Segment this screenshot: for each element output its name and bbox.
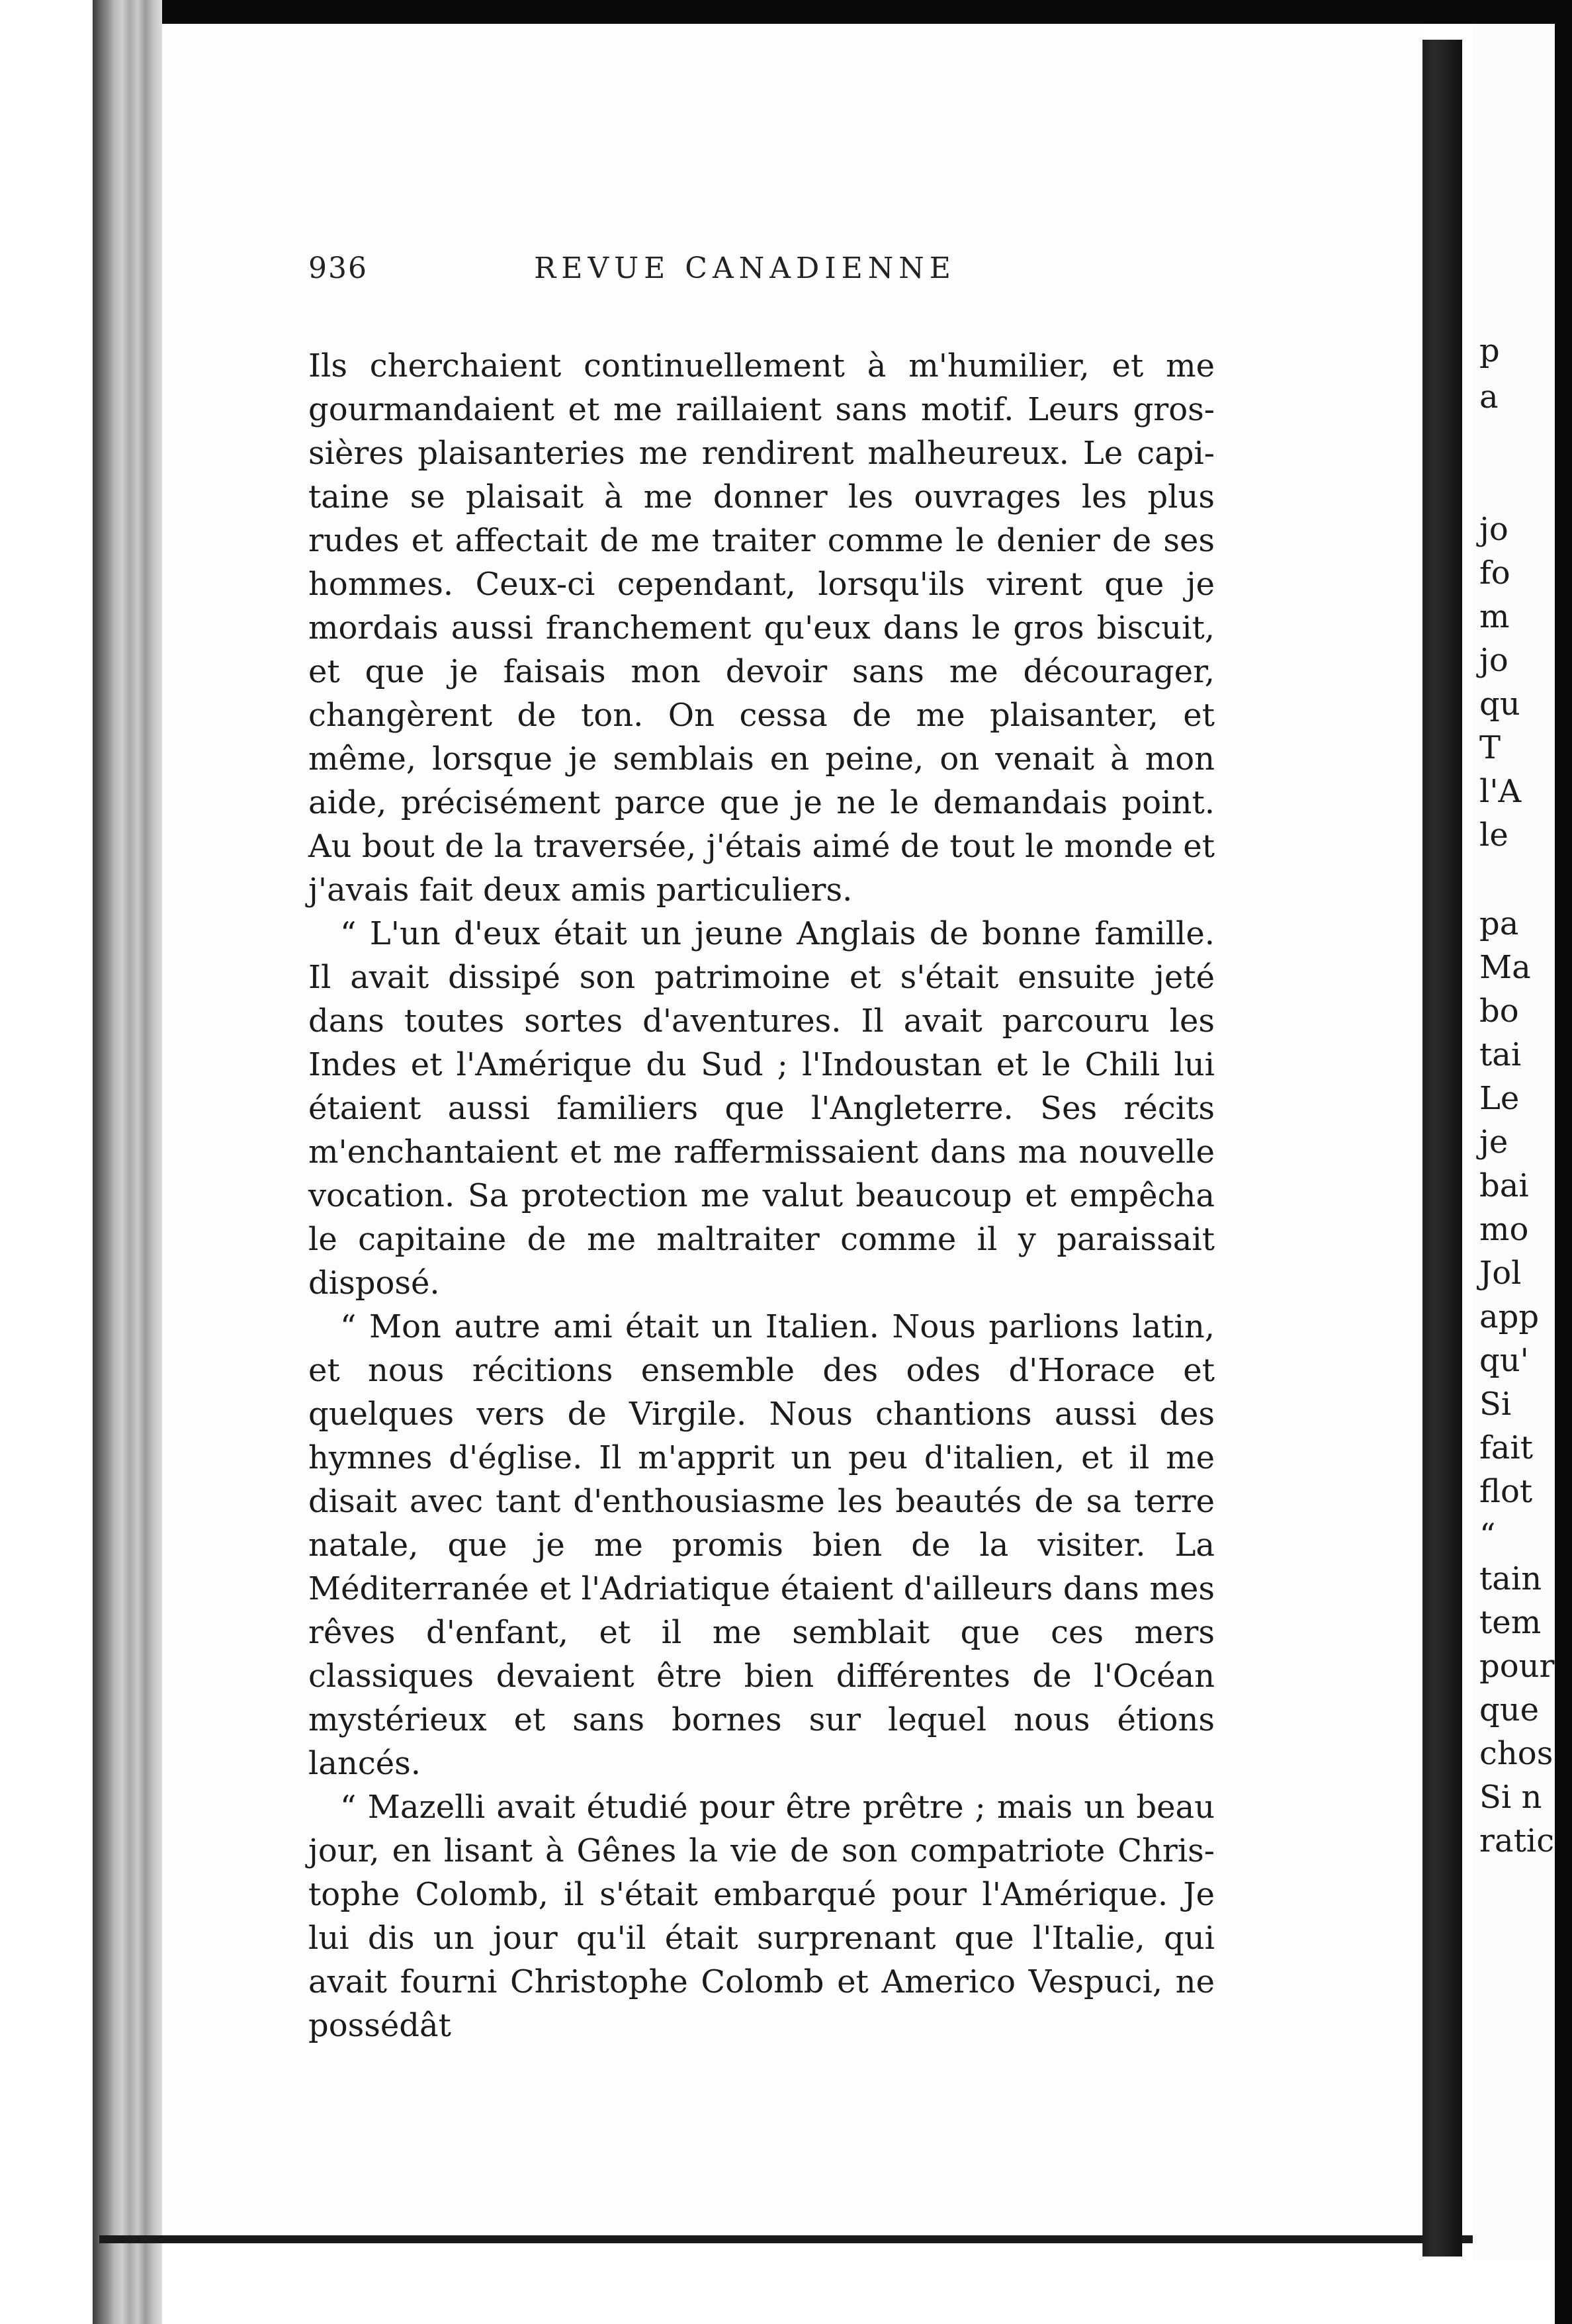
adjacent-page-fragment: pa bbox=[1479, 905, 1519, 942]
adjacent-page-fragment: qu bbox=[1479, 686, 1520, 723]
adjacent-page-fragment: fo bbox=[1479, 555, 1510, 592]
adjacent-page-fragment: “ bbox=[1479, 1517, 1496, 1554]
paragraph: Ils cherchaient continuellement à m'humilier, et me gourmandaient et me raillaient sans motif. Leurs grossières plaisanteries me rendirent malheureux. Le capitaine se plaisait à me donner les ouvrages les plus rudes et affectait de me traiter comme le denier de ses hommes. Ceux-ci cependant, lorsqu'ils virent que je mordais aussi franchement qu'eux dans le gros biscuit, et que je faisais mon devoir sans me décourager, changèrent de ton. On cessa de me plaisanter, et même, lorsque je semblais en peine, on venait à mon aide, précisément parce que je ne le demandais point. Au bout de la traversée, j'étais aimé de tout le monde et j'avais fait deux amis particuliers. bbox=[308, 347, 1215, 909]
adjacent-page-fragment: ratic bbox=[1479, 1822, 1555, 1859]
adjacent-page-fragment: jo bbox=[1479, 511, 1508, 548]
adjacent-page-fragment: T bbox=[1479, 729, 1501, 766]
running-title: REVUE CANADIENNE bbox=[534, 251, 956, 285]
paragraph: “ L'un d'eux était un jeune Anglais de bonne famille. Il avait dissipé son patrimoine et s'était ensuite jeté dans toutes sortes d'aventures. Il avait parcouru les Indes et l'Amérique du Sud ; l'Indoustan et le Chili lui étaient aussi familiers que l'Angleterre. Ses récits m'enchantaient et me raffermissaient dans ma nouvelle vocation. Sa protection me valut beaucoup et empêcha le capitaine de me maltraiter comme il y paraissait disposé. bbox=[308, 915, 1215, 1302]
adjacent-page-fragment: qu' bbox=[1479, 1342, 1529, 1379]
book-left-edge bbox=[93, 0, 162, 2324]
adjacent-page-fragment: le bbox=[1479, 817, 1508, 854]
adjacent-page-fragment: fait bbox=[1479, 1429, 1534, 1466]
page-number: 936 bbox=[308, 251, 368, 285]
scan-frame-top bbox=[99, 0, 1572, 24]
adjacent-page-fragment: je bbox=[1479, 1124, 1508, 1161]
page-header bbox=[308, 251, 1182, 291]
adjacent-page-fragment: pour bbox=[1479, 1648, 1555, 1685]
adjacent-page-fragment: tem bbox=[1479, 1604, 1542, 1641]
adjacent-page-fragment: jo bbox=[1479, 642, 1508, 679]
adjacent-page-fragment: m bbox=[1479, 598, 1510, 635]
scan-frame-bottom bbox=[99, 2235, 1475, 2243]
adjacent-page-fragment: mo bbox=[1479, 1211, 1529, 1248]
adjacent-page-fragment: bo bbox=[1479, 993, 1519, 1030]
adjacent-page-fragment: bai bbox=[1479, 1167, 1529, 1204]
paragraph: “ Mon autre ami était un Italien. Nous parlions latin, et nous récitions ensemble des odes d'Horace et quelques vers de Virgile. Nous chantions aussi des hymnes d'église. Il m'apprit un peu d'italien, et il me disait avec tant d'enthousiasme les beautés de sa terre natale, que je me promis bien de la visiter. La Méditerranée et l'Adriatique étaient d'ailleurs dans mes rêves d'enfant, et il me semblait que ces mers classiques devaient être bien différentes de l'Océan mystérieux et sans bornes sur lequel nous étions lancés. bbox=[308, 1308, 1215, 1782]
adjacent-page-fragment: flot bbox=[1479, 1473, 1533, 1510]
adjacent-page-fragment: que bbox=[1479, 1691, 1540, 1728]
adjacent-page-fragment: Le bbox=[1479, 1080, 1520, 1117]
adjacent-page-fragment: a bbox=[1479, 379, 1499, 416]
adjacent-page-fragment: l'A bbox=[1479, 773, 1522, 810]
scan-frame-right bbox=[1555, 0, 1572, 2324]
adjacent-page-fragment: app bbox=[1479, 1298, 1540, 1335]
adjacent-page-fragment: Ma bbox=[1479, 949, 1531, 986]
adjacent-page-fragment: chos bbox=[1479, 1735, 1553, 1772]
adjacent-page-strip bbox=[1473, 24, 1555, 2260]
adjacent-page-fragment: tain bbox=[1479, 1560, 1542, 1597]
book-spine bbox=[1422, 40, 1462, 2257]
adjacent-page-fragment: tai bbox=[1479, 1036, 1522, 1073]
body-text bbox=[308, 344, 1215, 2047]
adjacent-page-fragment: Si bbox=[1479, 1386, 1512, 1423]
adjacent-page-fragment: p bbox=[1479, 332, 1500, 369]
paragraph: “ Mazelli avait étudié pour être prêtre ; mais un beau jour, en lisant à Gênes la vie de son compatriote Christophe Colomb, il s'était embarqué pour l'Amérique. Je lui dis un jour qu'il était surprenant que l'Italie, qui avait fourni Christophe Colomb et Americo Vespuci, ne possédât bbox=[308, 1789, 1215, 2044]
adjacent-page-fragment: Si n bbox=[1479, 1779, 1542, 1816]
adjacent-page-fragment: Jol bbox=[1479, 1255, 1522, 1292]
